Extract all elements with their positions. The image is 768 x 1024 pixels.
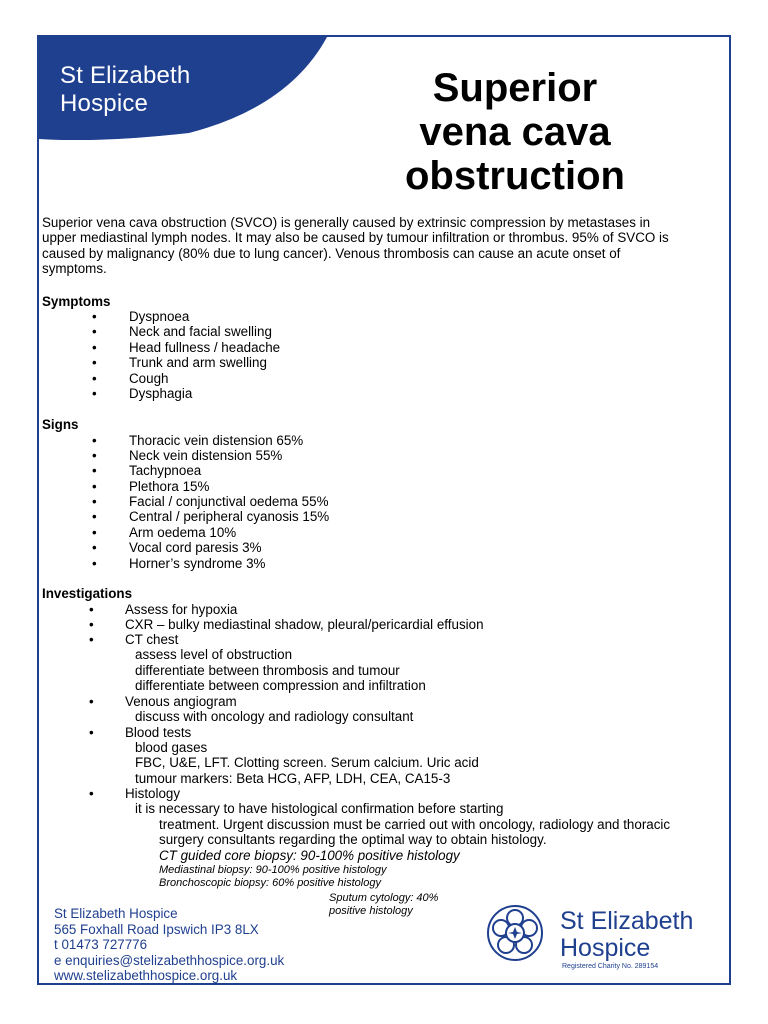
brand-line-2: Hospice: [60, 90, 149, 117]
sub-item: tumour markers: Beta HCG, AFP, LDH, CEA, CA15-3: [135, 771, 451, 786]
sub-item: discuss with oncology and radiology consultant: [135, 709, 414, 724]
contact-address: 565 Foxhall Road Ipswich IP3 8LX: [54, 921, 259, 937]
bullet: •: [92, 463, 97, 478]
brand-name: [60, 62, 190, 118]
contact-name: St Elizabeth Hospice: [54, 906, 178, 921]
bullet: •: [89, 602, 94, 617]
list-item: Vocal cord paresis 3%: [129, 540, 262, 555]
sub-item: differentiate between compression and infiltration: [135, 678, 426, 693]
list-item: Arm oedema 10%: [129, 525, 237, 540]
bullet: •: [92, 371, 97, 386]
list-item: Dysphagia: [129, 386, 193, 401]
intro-line: symptoms.: [42, 260, 107, 276]
title-line-3: obstruction: [405, 154, 625, 198]
rose-logo-icon: [486, 904, 544, 962]
bullet: •: [92, 525, 97, 540]
bullet: •: [92, 386, 97, 401]
list-item: Facial / conjunctival oedema 55%: [129, 494, 329, 509]
bullet: •: [92, 340, 97, 355]
title-line-1: Superior: [432, 66, 598, 110]
sub-item: FBC, U&E, LFT. Clotting screen. Serum calcium. Uric acid: [135, 755, 479, 770]
bullet: •: [92, 355, 97, 370]
bullet: •: [89, 786, 94, 801]
biopsy-note: Bronchoscopic biopsy: 60% positive histology: [159, 877, 381, 889]
logo-line-1: St Elizabeth: [560, 907, 694, 935]
sub-item: surgery consultants regarding the optimal way to obtain histology.: [159, 832, 547, 847]
brand-line-1: St Elizabeth: [60, 62, 191, 89]
list-item: CXR – bulky mediastinal shadow, pleural/pericardial effusion: [125, 617, 484, 632]
list-item: Histology: [125, 786, 181, 801]
bullet: •: [92, 494, 97, 509]
bullet: •: [92, 433, 97, 448]
list-item: Plethora 15%: [129, 479, 210, 494]
bullet: •: [92, 556, 97, 571]
list-item: Horner’s syndrome 3%: [129, 556, 266, 571]
bullet: •: [89, 694, 94, 709]
contact-phone: t 01473 727776: [54, 937, 148, 953]
list-item: Central / peripheral cyanosis 15%: [129, 509, 330, 524]
bullet: •: [89, 632, 94, 647]
list-item: Venous angiogram: [125, 694, 237, 709]
sub-item: differentiate between thrombosis and tumour: [135, 663, 400, 678]
biopsy-note: Sputum cytology: 40%: [329, 892, 439, 904]
signs-heading: Signs: [42, 417, 79, 432]
list-item: Head fullness / headache: [129, 340, 281, 355]
logo-line-2: Hospice: [560, 934, 651, 962]
list-item: Neck and facial swelling: [129, 324, 272, 339]
intro-paragraph: [42, 215, 722, 276]
bullet: •: [92, 479, 97, 494]
sub-item: assess level of obstruction: [135, 647, 293, 662]
page-title: [372, 66, 658, 198]
list-item: Neck vein distension 55%: [129, 448, 283, 463]
biopsy-note: Mediastinal biopsy: 90-100% positive histology: [159, 864, 387, 876]
list-item: Dyspnoea: [129, 309, 190, 324]
investigations-heading: Investigations: [42, 586, 133, 601]
sub-item: treatment. Urgent discussion must be carried out with oncology, radiology and thoracic: [159, 817, 671, 832]
list-item: Trunk and arm swelling: [129, 355, 267, 370]
contact-website[interactable]: www.stelizabethhospice.org.uk: [54, 968, 238, 984]
biopsy-note: positive histology: [329, 905, 413, 917]
list-item: Tachypnoea: [129, 463, 202, 478]
intro-line: upper mediastinal lymph nodes. It may also be caused by tumour infiltration or thrombus. 95% of SVCO is: [42, 230, 669, 246]
bullet: •: [89, 725, 94, 740]
symptoms-heading: Symptoms: [42, 294, 111, 309]
bullet: •: [92, 540, 97, 555]
bullet: •: [92, 509, 97, 524]
logo-wordmark: [560, 908, 693, 962]
list-item: CT chest: [125, 632, 179, 647]
intro-line: Superior vena cava obstruction (SVCO) is generally caused by extrinsic compression by metastases in: [42, 215, 651, 230]
bullet: •: [89, 617, 94, 632]
title-line-2: vena cava: [419, 110, 611, 154]
biopsy-note: CT guided core biopsy: 90-100% positive histology: [159, 848, 460, 863]
bullet: •: [92, 309, 97, 324]
sub-item: blood gases: [135, 740, 208, 755]
sub-item: it is necessary to have histological confirmation before starting: [135, 801, 504, 816]
contact-email[interactable]: e enquiries@stelizabethhospice.org.uk: [54, 952, 285, 968]
bullet: •: [92, 448, 97, 463]
bullet: •: [92, 324, 97, 339]
intro-line: caused by malignancy (80% due to lung cancer). Venous thrombosis can cause an acute onset of: [42, 245, 621, 261]
contact-block: [54, 906, 284, 984]
list-item: Cough: [129, 371, 169, 386]
list-item: Thoracic vein distension 65%: [129, 433, 304, 448]
list-item: Blood tests: [125, 725, 192, 740]
list-item: Assess for hypoxia: [125, 602, 238, 617]
charity-number: Registered Charity No. 289154: [562, 963, 659, 970]
